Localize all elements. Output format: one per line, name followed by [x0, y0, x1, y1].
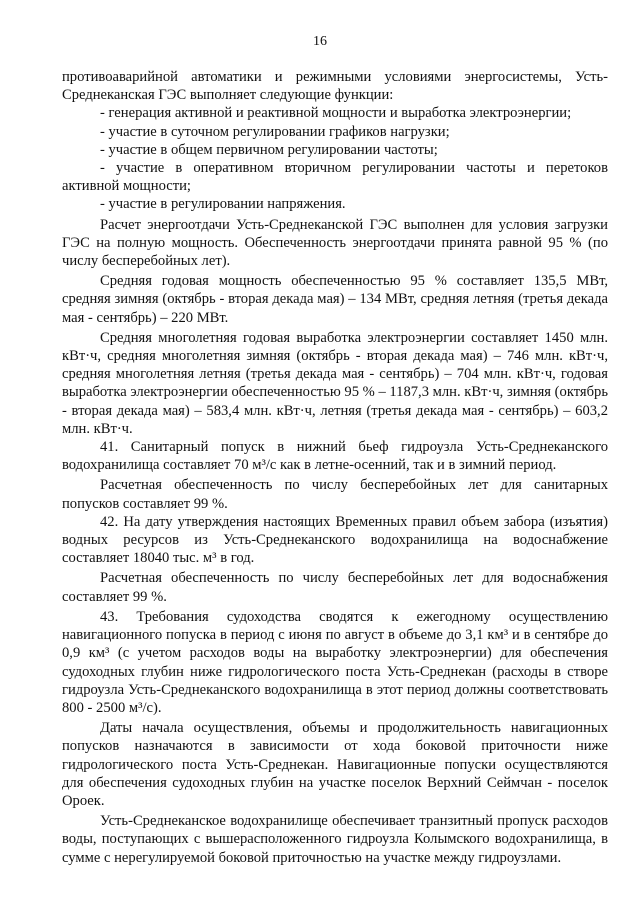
paragraph-energy-output-calculation: Расчет энергоотдачи Усть-Среднеканской ГЭС выполнен для условия загрузки ГЭС на полную мощность. Обеспеченность энергоотдачи принята равной 95 % (по числу бесперебойных лет).: [62, 216, 608, 270]
page-number: 16: [313, 34, 327, 49]
list-item-generation: - генерация активной и реактивной мощности и выработка электроэнергии;: [100, 105, 572, 122]
list-item-voltage: - участие в регулировании напряжения.: [100, 196, 346, 213]
list-item-daily-regulation: - участие в суточном регулировании графиков нагрузки;: [100, 123, 450, 140]
paragraph-average-generation: Средняя многолетняя годовая выработка электроэнергии составляет 1450 млн. кВт·ч, средняя многолетняя зимняя (октябрь - вторая декада мая) – 746 млн. кВт·ч, средняя многолетняя летняя (третья декада мая - сентябрь) – 704 млн. кВт·ч, годовая выработка электроэнергии обеспеченностью 95 % – 1187,3 млн. кВт·ч, зимняя (октябрь - вторая декада мая) – 583,4 млн. кВт·ч, летняя (третья декада мая - сентябрь) – 603,2 млн. кВт·ч.: [62, 329, 608, 437]
document-body: [62, 68, 608, 867]
paragraph-navigation-releases: Даты начала осуществления, объемы и продолжительность навигационных попусков назначаются в зависимости от хода боковой приточности ниже гидрологического поста Усть-Среднекан. Навигационные попуски осуществляются для обеспечения судоходных глубин на участке поселок Верхний Сеймчан - поселок Ороек.: [62, 720, 608, 809]
list-item-secondary-frequency: - участие в оперативном вторичном регулировании частоты и перетоков активной мощности;: [62, 160, 608, 195]
paragraph-42-water-intake: 42. На дату утверждения настоящих Временных правил объем забора (изъятия) водных ресурсов из Усть-Среднеканского водохранилища на водоснабжение составляет 18040 тыс. м³ в год.: [62, 513, 608, 567]
paragraph-sanitary-reliability: Расчетная обеспеченность по числу бесперебойных лет для санитарных попусков составляет 99 %.: [62, 477, 608, 512]
paragraph-water-supply-reliability: Расчетная обеспеченность по числу бесперебойных лет для водоснабжения составляет 99 %.: [62, 570, 608, 605]
paragraph-intro-continuation: противоаварийной автоматики и режимными условиями энергосистемы, Усть-Среднеканская ГЭС выполняет следующие функции:: [62, 69, 608, 104]
paragraph-41-sanitary-release: 41. Санитарный попуск в нижний бьеф гидроузла Усть-Среднеканского водохранилища составляет 70 м³/с как в летне-осенний, так и в зимний период.: [62, 439, 608, 474]
paragraph-average-power: Средняя годовая мощность обеспеченностью 95 % составляет 135,5 МВт, средняя зимняя (октябрь - вторая декада мая) – 134 МВт, средняя летняя (третья декада мая - сентябрь) – 220 МВт.: [62, 273, 608, 326]
paragraph-43-navigation: 43. Требования судоходства сводятся к ежегодному осуществлению навигационного попуска в период с июня по август в объеме до 3,1 км³ и в сентябре до 0,9 км³ (с учетом расходов воды на выработку электроэнергии) для обеспечения судоходных глубин ниже гидрологического поста Усть-Среднекан (расходы в створе гидроузла Усть-Среднеканского водохранилища в этот период должны соответствовать 800 - 2500 м³/с).: [62, 608, 608, 716]
list-item-primary-frequency: - участие в общем первичном регулировании частоты;: [100, 141, 438, 158]
paragraph-transit-flow: Усть-Среднеканское водохранилище обеспечивает транзитный пропуск расходов воды, поступающих с вышерасположенного гидроузла Колымского водохранилища, в сумме с нерегулируемой боковой приточностью на участке между гидроузлами.: [62, 813, 608, 866]
